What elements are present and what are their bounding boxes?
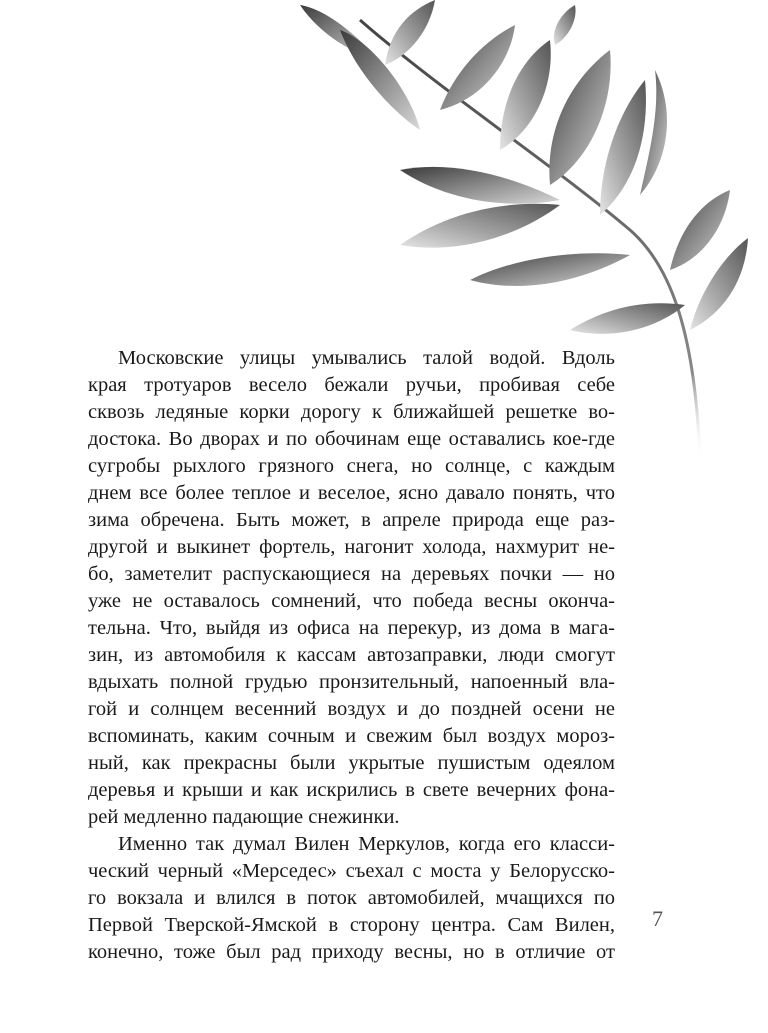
leaf-10 bbox=[470, 253, 630, 286]
leaf-12 bbox=[670, 190, 730, 270]
text-line: вспоминать, каким сочным и свежим был воздух мороз- bbox=[88, 725, 615, 747]
text-line: тельна. Что, выйдя из офиса на перекур, из дома в мага- bbox=[88, 617, 615, 639]
text-line: ный, как прекрасны были укрытые пушистым одеялом bbox=[88, 752, 615, 774]
page-number: 7 bbox=[652, 906, 663, 931]
text-line: другой и выкинет фортель, нагонит холода, нахмурит не- bbox=[88, 536, 615, 558]
paragraph bbox=[88, 345, 615, 831]
text-line: конечно, тоже был рад приходу весны, но в отличие от bbox=[88, 941, 615, 963]
text-line: днем все более теплое и веселое, ясно давало понять, что bbox=[88, 482, 615, 504]
text-line: го вокзала и влился в поток автомобилей, мчащихся по bbox=[88, 887, 615, 909]
leaf-8 bbox=[400, 167, 560, 204]
leaf-11 bbox=[570, 303, 685, 334]
text-line: края тротуаров весело бежали ручьи, пробивая себе bbox=[88, 374, 615, 396]
body-text bbox=[88, 345, 615, 966]
leaf-9 bbox=[400, 204, 560, 248]
text-line: сугробы рыхлого грязного снега, но солнце, с каждым bbox=[88, 455, 615, 477]
leaf-7 bbox=[600, 80, 646, 215]
text-line: достока. Во дворах и по обочинам еще оставались кое-где bbox=[88, 428, 615, 450]
text-line: бо, заметелит распускающиеся на деревьях почки — но bbox=[88, 563, 615, 585]
leaf-2 bbox=[385, 0, 435, 65]
text-line: гой и солнцем весенний воздух и до поздней осени не bbox=[88, 698, 615, 720]
text-line: ческий черный «Мерседес» съехал с моста у Белорусско- bbox=[88, 860, 615, 882]
text-line: вдыхать полной грудью пронзительный, напоенный вла- bbox=[88, 671, 615, 693]
text-line: Московские улицы умывались талой водой. Вдоль bbox=[118, 347, 615, 369]
text-line: деревья и крыши и как искрились в свете вечерних фона- bbox=[88, 779, 615, 801]
text-line: уже не оставалось сомнений, что победа весны оконча- bbox=[88, 590, 615, 612]
text-line: рей медленно падающие снежинки. bbox=[88, 806, 400, 828]
leaf-5 bbox=[500, 40, 551, 150]
text-line: сквозь ледяные корки дорогу к ближайшей решетке во- bbox=[88, 401, 615, 423]
leaf-15 bbox=[554, 5, 576, 45]
text-line: Первой Тверской-Ямской в сторону центра. Сам Вилен, bbox=[88, 914, 615, 936]
leaf-4 bbox=[440, 25, 515, 110]
text-line: Именно так думал Вилен Меркулов, когда его класси- bbox=[118, 833, 615, 855]
paragraph bbox=[88, 831, 615, 966]
leaf-6 bbox=[549, 50, 610, 185]
text-line: зин, из автомобиля к кассам автозаправки, люди смогут bbox=[88, 644, 615, 666]
text-line: зима обречена. Быть может, в апреле природа еще раз- bbox=[88, 509, 615, 531]
